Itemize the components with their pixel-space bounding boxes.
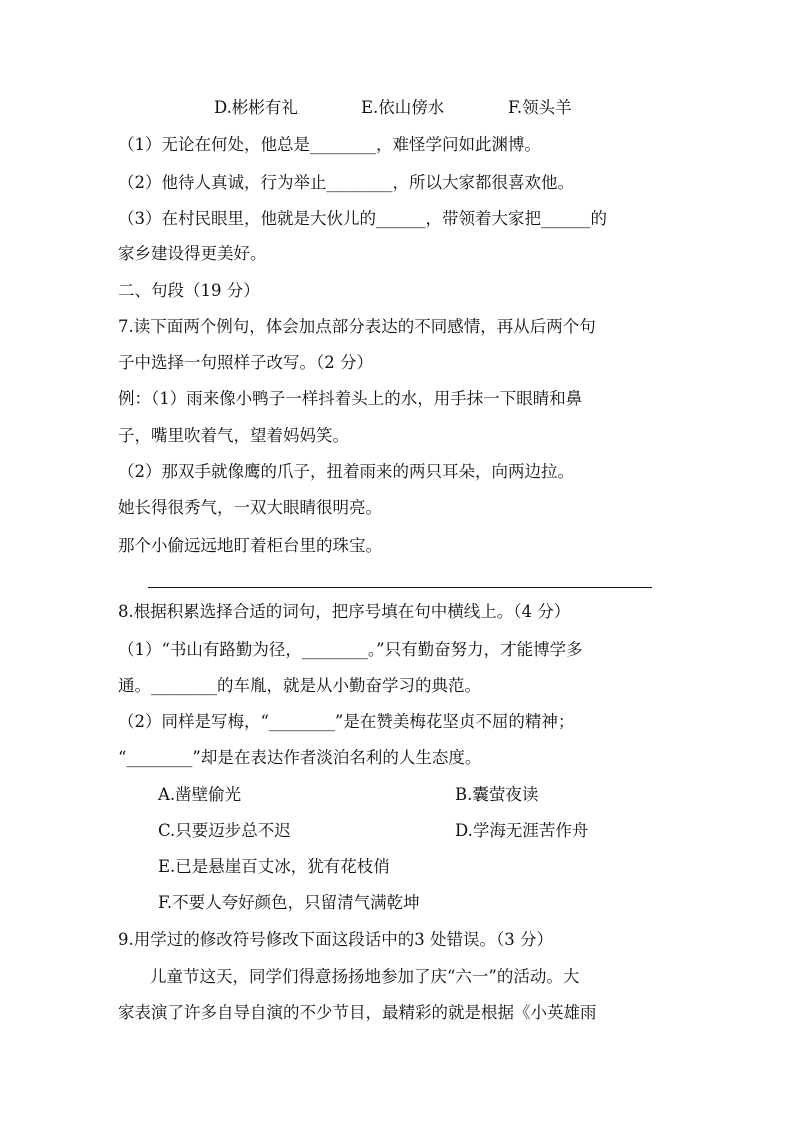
q8-part-1-line-2: 通。________的车胤，就是从小勤奋学习的典范。 <box>118 676 481 695</box>
q6-option-f: F.领头羊 <box>508 98 572 117</box>
q8-part-2-line-2: “________”却是在表达作者淡泊名利的人生态度。 <box>118 748 482 767</box>
q7-sentence-2: 那个小偷远远地盯着柜台里的珠宝。 <box>118 536 382 555</box>
q9-prompt: 9.用学过的修改符号修改下面这段话中的3 处错误。（3 分） <box>118 930 553 949</box>
q7-sentence-1: 她长得很秀气，一双大眼睛很明亮。 <box>118 498 382 517</box>
q7-prompt-line-1: 7.读下面两个例句，体会加点部分表达的不同感情，再从后两个句 <box>118 317 596 336</box>
q6-option-d: D.彬彬有礼 <box>214 98 298 117</box>
q8-option-e: E.已是悬崖百丈冰，犹有花枝俏 <box>158 857 390 876</box>
q9-passage-line-1: 儿童节这天，同学们得意扬扬地参加了庆“六一”的活动。大 <box>150 967 580 986</box>
q8-part-1-line-1: （1）“书山有路勤为径，________。”只有勤奋努力，才能博学多 <box>118 640 583 659</box>
q8-option-a: A.凿壁偷光 <box>158 785 242 804</box>
q6-sentence-2: （2）他待人真诚，行为举止________，所以大家都很喜欢他。 <box>118 173 574 192</box>
q6-sentence-1: （1）无论在何处，他总是________，难怪学问如此渊博。 <box>118 135 541 154</box>
q8-option-b: B.囊萤夜读 <box>455 785 539 804</box>
q7-prompt-line-2: 子中选择一句照样子改写。（2 分） <box>118 353 373 372</box>
q6-sentence-3-line-2: 家乡建设得更美好。 <box>118 244 267 263</box>
q7-example-2: （2）那双手就像鹰的爪子，扭着雨来的两只耳朵，向两边拉。 <box>118 462 574 481</box>
q8-option-c: C.只要迈步总不迟 <box>158 821 291 840</box>
q8-option-d: D.学海无涯苦作舟 <box>455 821 589 840</box>
q8-option-f: F.不要人夸好颜色，只留清气满乾坤 <box>158 893 420 912</box>
q7-example-1-line-2: 子，嘴里吹着气，望着妈妈笑。 <box>118 426 349 445</box>
q6-option-e: E.依山傍水 <box>361 98 445 117</box>
q7-example-1-line-1: 例：（1）雨来像小鸭子一样抖着头上的水，用手抹一下眼睛和鼻 <box>118 389 583 408</box>
section-heading: 二、句段（19 分） <box>118 281 260 300</box>
q7-answer-line[interactable] <box>148 587 652 588</box>
q8-part-2-line-1: （2）同样是写梅，“________”是在赞美梅花坚贞不屈的精神； <box>118 712 575 731</box>
q8-prompt: 8.根据积累选择合适的词句，把序号填在句中横线上。（4 分） <box>118 602 571 621</box>
q6-sentence-3-line-1: （3）在村民眼里，他就是大伙儿的______，带领着大家把______的 <box>118 209 607 228</box>
q9-passage-line-2: 家表演了许多自导自演的不少节目，最精彩的就是根据《小英雄雨 <box>118 1003 597 1022</box>
